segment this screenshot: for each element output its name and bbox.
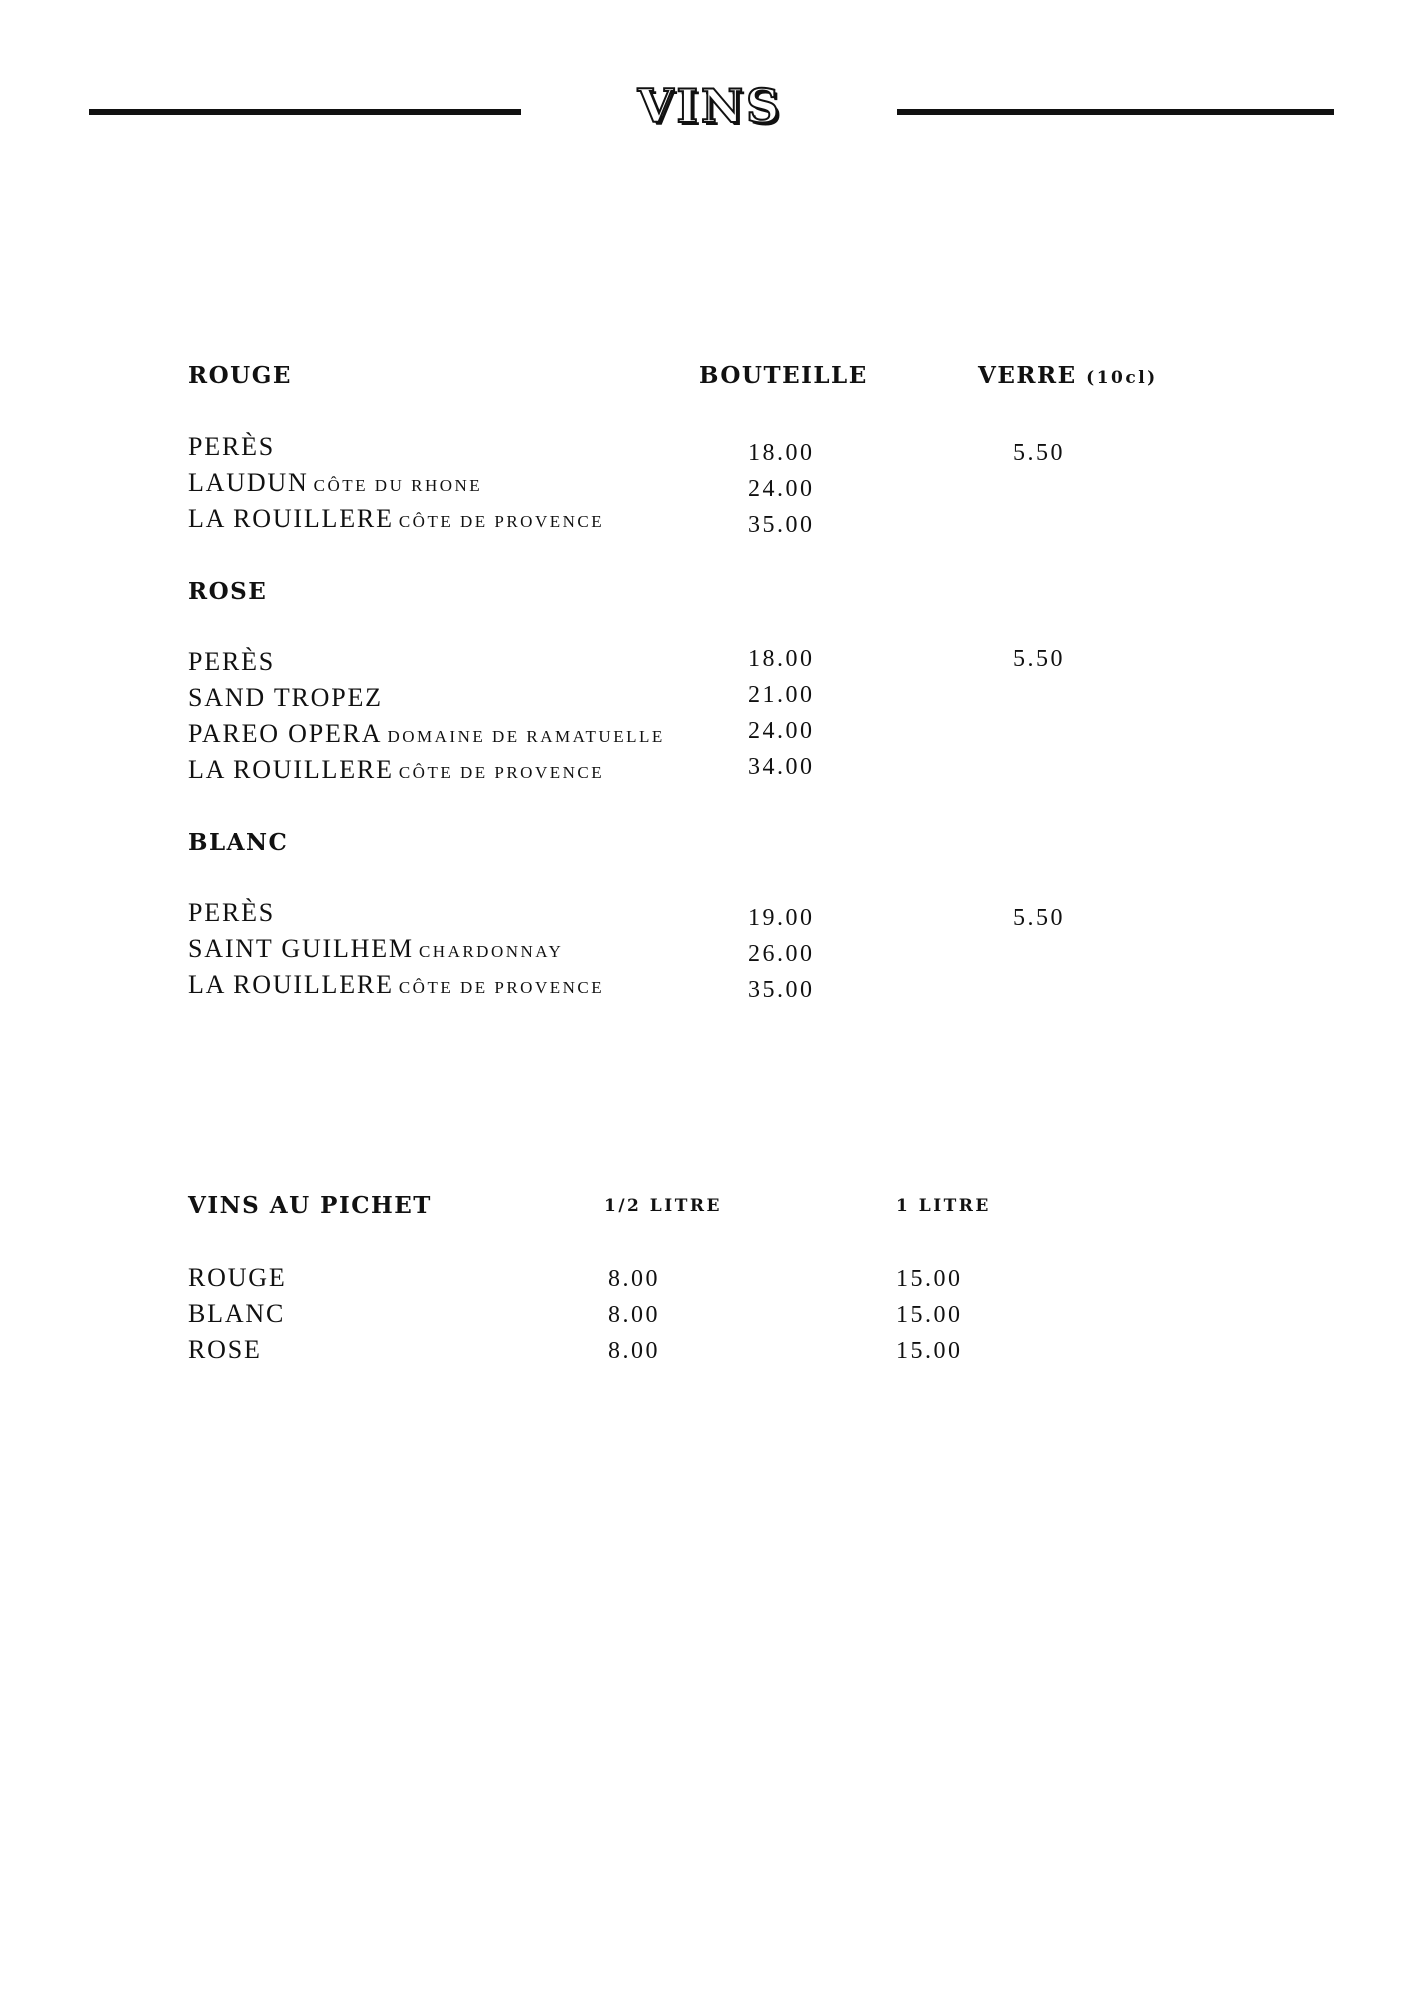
title-rule-left bbox=[89, 109, 521, 115]
wine-entry bbox=[188, 970, 604, 1000]
wine-desc: DOMAINE DE RAMATUELLE bbox=[387, 727, 665, 746]
wine-name: PAREO OPERA bbox=[188, 719, 383, 748]
pichet-price-full: 15.00 bbox=[896, 1302, 963, 1328]
price-verre: 5.50 bbox=[1013, 646, 1065, 672]
wine-name: LAUDUN bbox=[188, 468, 309, 497]
wine-name: PERÈS bbox=[188, 647, 276, 676]
price-bouteille: 19.00 bbox=[748, 905, 815, 931]
price-bouteille: 35.00 bbox=[748, 512, 815, 538]
wine-desc: CÔTE DE PROVENCE bbox=[398, 763, 605, 782]
price-bouteille: 34.00 bbox=[748, 754, 815, 780]
wine-name: LA ROUILLERE bbox=[188, 504, 394, 533]
pichet-price-full: 15.00 bbox=[896, 1338, 963, 1364]
wine-desc: CÔTE DU RHONE bbox=[313, 476, 483, 495]
wine-desc: CÔTE DE PROVENCE bbox=[398, 978, 605, 997]
pichet-row-name: ROUGE bbox=[188, 1263, 287, 1292]
wine-name: LA ROUILLERE bbox=[188, 970, 394, 999]
pichet-price-half: 8.00 bbox=[608, 1266, 660, 1292]
price-bouteille: 24.00 bbox=[748, 718, 815, 744]
pichet-price-half: 8.00 bbox=[608, 1302, 660, 1328]
wine-entry bbox=[188, 468, 482, 498]
wine-entry bbox=[188, 755, 604, 785]
pichet-row-name: BLANC bbox=[188, 1299, 286, 1328]
wine-name: SAND TROPEZ bbox=[188, 683, 383, 712]
price-bouteille: 18.00 bbox=[748, 440, 815, 466]
wine-name: LA ROUILLERE bbox=[188, 755, 394, 784]
wine-desc: CHARDONNAY bbox=[418, 942, 564, 961]
col-header-litre: 1 LITRE bbox=[896, 1196, 991, 1216]
wine-entry bbox=[188, 719, 665, 749]
col-header-half-litre: 1/2 LITRE bbox=[604, 1196, 722, 1216]
wine-name: SAINT GUILHEM bbox=[188, 934, 414, 963]
wine-entry bbox=[188, 504, 604, 534]
col-header-bouteille: BOUTEILLE bbox=[699, 362, 868, 389]
pichet-price-full: 15.00 bbox=[896, 1266, 963, 1292]
pichet-title: VINS AU PICHET bbox=[188, 1192, 432, 1219]
price-bouteille: 18.00 bbox=[748, 646, 815, 672]
section-title-blanc: BLANC bbox=[188, 829, 289, 856]
price-bouteille: 24.00 bbox=[748, 476, 815, 502]
wine-name: PERÈS bbox=[188, 432, 276, 461]
price-bouteille: 21.00 bbox=[748, 682, 815, 708]
title-rule-right bbox=[897, 109, 1334, 115]
price-bouteille: 35.00 bbox=[748, 977, 815, 1003]
price-verre: 5.50 bbox=[1013, 440, 1065, 466]
wine-entry bbox=[188, 934, 563, 964]
col-header-verre-sub: (10cl) bbox=[1086, 368, 1158, 388]
wine-name: PERÈS bbox=[188, 898, 276, 927]
page-title: VINS bbox=[637, 79, 783, 133]
price-bouteille: 26.00 bbox=[748, 941, 815, 967]
pichet-row-name: ROSE bbox=[188, 1335, 262, 1364]
price-verre: 5.50 bbox=[1013, 905, 1065, 931]
col-header-verre bbox=[978, 362, 1158, 389]
col-header-verre-main: VERRE bbox=[978, 362, 1077, 389]
section-title-rouge: ROUGE bbox=[188, 362, 292, 389]
section-title-rose: ROSE bbox=[188, 578, 268, 605]
wine-desc: CÔTE DE PROVENCE bbox=[398, 512, 605, 531]
pichet-price-half: 8.00 bbox=[608, 1338, 660, 1364]
